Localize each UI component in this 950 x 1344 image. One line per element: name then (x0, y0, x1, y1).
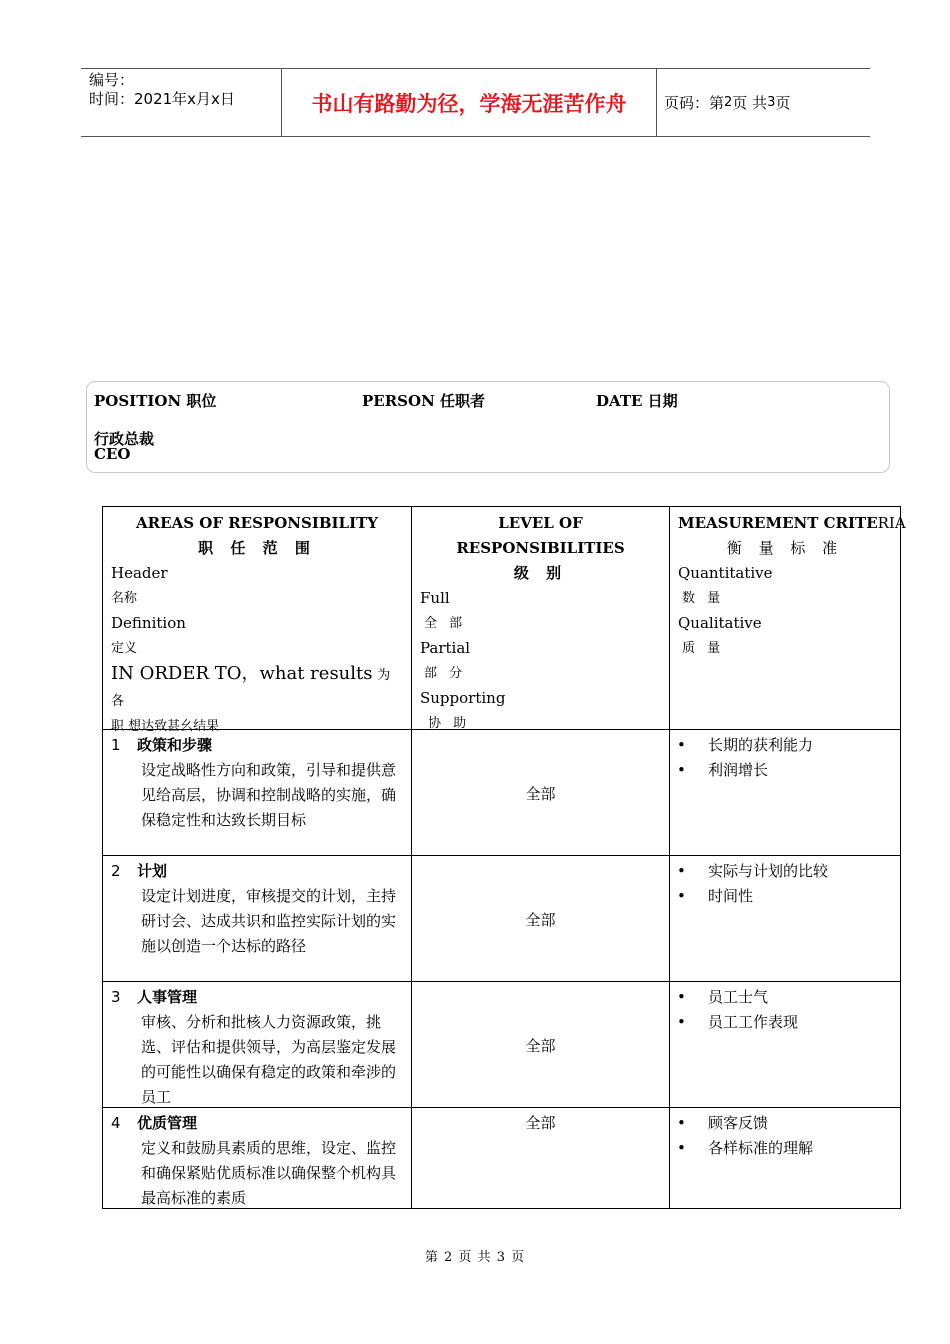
measure-item: • 员工士气 (670, 985, 900, 1010)
measure-line: 质 量 (682, 641, 725, 656)
number-label: 编号： (89, 71, 135, 89)
area-number: 3 (111, 988, 121, 1006)
areas-line: 为 各 (111, 668, 391, 709)
area-cell (103, 730, 412, 856)
level-cell (412, 730, 670, 856)
measure-title-bold: MEASUREMENT CRITE (678, 514, 878, 532)
measure-item: • 员工工作表现 (670, 1010, 900, 1035)
area-cell (103, 856, 412, 982)
header-level (412, 507, 670, 730)
area-title: 人事管理 (137, 988, 198, 1006)
level-title: LEVEL OF RESPONSIBILITIES (456, 514, 625, 557)
page-header (81, 68, 870, 137)
level-value: 全部 (525, 1114, 556, 1132)
areas-line: 职 想达致甚幺结果 (111, 719, 220, 734)
position-value-en: CEO (94, 445, 131, 463)
level-line: 全 部 (424, 616, 467, 631)
position-box (86, 381, 890, 473)
page-mid: 页 共 (732, 94, 768, 112)
level-line: 协 助 (428, 716, 471, 731)
date-label: DATE 日期 (596, 392, 678, 410)
area-title: 计划 (137, 862, 168, 880)
page-suffix: 页 (775, 94, 791, 112)
area-description: 设定计划进度，审核提交的计划，主持研讨会、达成共识和监控实际计划的实施以创造一个达标的路径 (141, 887, 397, 955)
level-cell (412, 982, 670, 1108)
table-row (103, 730, 901, 856)
measure-cell (670, 730, 901, 856)
area-cell (103, 982, 412, 1108)
area-title: 政策和步骤 (137, 736, 213, 754)
measure-item: • 各样标准的理解 (670, 1136, 900, 1161)
level-cell (412, 1108, 670, 1209)
header-page-number (655, 69, 870, 136)
area-description: 定义和鼓励具素质的思维，设定、监控和确保紧贴优质标准以确保整个机构具最高标准的素质 (141, 1139, 397, 1207)
area-cell (103, 1108, 412, 1209)
area-number: 1 (111, 736, 121, 754)
area-description: 审核、分析和批核人力资源政策，挑选、评估和提供领导，为高层鉴定发展的可能性以确保有稳定的政策和牵涉的员工 (141, 1013, 397, 1106)
area-description: 设定战略性方向和政策，引导和提供意见给高层，协调和控制战略的实施，确保稳定性和达致长期目标 (141, 761, 397, 829)
level-value: 全部 (525, 1037, 556, 1055)
areas-line: Definition (111, 614, 186, 632)
level-subtitle: 级 别 (513, 564, 568, 582)
areas-line: 名称 (111, 591, 138, 606)
level-cell (412, 856, 670, 982)
table-header-row (103, 507, 901, 730)
area-number: 2 (111, 862, 121, 880)
time-label: 时间：2021年x月x日 (89, 90, 235, 108)
level-line: Full (420, 589, 450, 607)
page-prefix: 页码：第 (664, 94, 725, 112)
measure-line: 数 量 (682, 591, 725, 606)
measure-cell (670, 856, 901, 982)
areas-subtitle: 职 任 范 围 (198, 539, 316, 557)
areas-line: Header (111, 564, 168, 582)
table-row (103, 856, 901, 982)
header-meta (81, 69, 281, 136)
responsibility-table (102, 506, 906, 1209)
measure-item: • 长期的获利能力 (670, 733, 900, 758)
table-row (103, 1108, 901, 1209)
person-label: PERSON 任职者 (362, 392, 486, 410)
level-line: Supporting (420, 689, 506, 707)
measure-line: Quantitative (678, 564, 773, 582)
measure-cell (670, 1108, 901, 1209)
measure-item: • 利润增长 (670, 758, 900, 783)
measure-line: Qualitative (678, 614, 762, 632)
position-value-cn: 行政总裁 (94, 430, 155, 448)
area-number: 4 (111, 1114, 121, 1132)
page-footer: 第 2 页 共 3 页 (424, 1250, 526, 1265)
level-line: 部 分 (424, 666, 467, 681)
position-label: POSITION 职位 (94, 392, 217, 410)
header-measurement (670, 507, 906, 730)
level-line: Partial (420, 639, 471, 657)
measure-title-rest: RIA (877, 514, 906, 532)
areas-line: 定义 (111, 641, 138, 656)
areas-title: AREAS OF RESPONSIBILITY (136, 514, 378, 532)
level-value: 全部 (525, 911, 556, 929)
header-motto: 书山有路勤为径，学海无涯苦作舟 (281, 69, 657, 136)
measure-item: • 时间性 (670, 884, 900, 909)
header-areas (103, 507, 412, 734)
table-row (103, 982, 901, 1108)
area-title: 优质管理 (137, 1114, 198, 1132)
measure-cell (670, 982, 901, 1108)
page-total: 3 (767, 95, 776, 110)
measure-item: • 顾客反馈 (670, 1111, 900, 1136)
measure-subtitle: 衡 量 标 准 (726, 539, 844, 557)
areas-line: IN ORDER TO，what results (111, 663, 373, 684)
measure-item: • 实际与计划的比较 (670, 859, 900, 884)
level-value: 全部 (525, 785, 556, 803)
page-current: 2 (724, 95, 733, 110)
